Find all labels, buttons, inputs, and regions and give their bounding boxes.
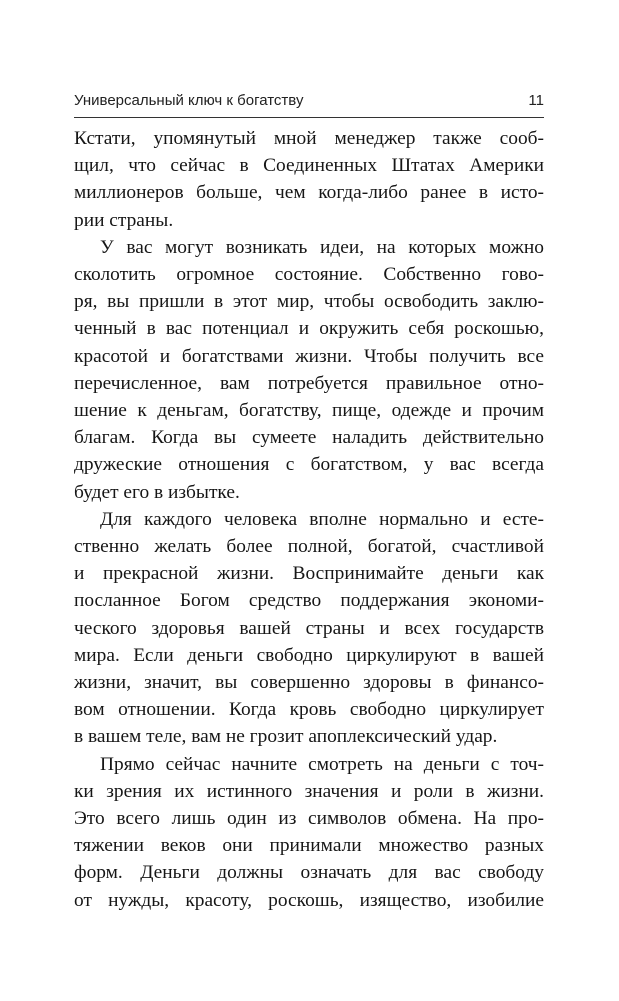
paragraph-1: [74, 125, 544, 234]
text-line: будет его в избытке.: [74, 481, 240, 503]
text-line: и прекрасной жизни. Воспринимайте деньги как: [74, 563, 544, 585]
text-line: ря, вы пришли в этот мир, чтобы освободить заклю-: [74, 291, 544, 313]
text-line: шение к деньгам, богатству, пище, одежде и прочим: [74, 400, 544, 422]
text-line: Для каждого человека вполне нормально и есте-: [100, 508, 544, 530]
text-line: Кстати, упомянутый мной менеджер также сооб-: [74, 128, 544, 149]
text-line: ки зрения их истинного значения и роли в жизни.: [74, 780, 544, 802]
book-title: Универсальный ключ к богатству: [74, 92, 304, 109]
header-rule: [74, 117, 544, 118]
text-line: форм. Деньги должны означать для вас свободу: [74, 862, 544, 884]
text-line: рии страны.: [74, 209, 174, 231]
text-line: миллионеров больше, чем когда-либо ранее в исто-: [74, 182, 544, 204]
text-line: Прямо сейчас начните смотреть на деньги с точ-: [100, 753, 544, 775]
paragraph-2: [74, 234, 544, 506]
text-line: в вашем теле, вам не грозит апоплексический удар.: [74, 726, 498, 748]
text-line: У вас могут возникать идеи, на которых можно: [100, 236, 544, 258]
text-line: красотой и богатствами жизни. Чтобы получить все: [74, 345, 544, 367]
text-line: жизни, значит, вы совершенно здоровы в финансо-: [74, 672, 544, 694]
page-number: 11: [528, 92, 544, 109]
running-header: [74, 92, 544, 114]
text-line: ченный в вас потенциал и окружить себя роскошью,: [74, 318, 544, 340]
text-line: вом отношении. Когда кровь свободно циркулирует: [74, 699, 544, 721]
text-line: благам. Когда вы сумеете наладить действительно: [74, 427, 544, 449]
text-line: сколотить огромное состояние. Собственно гово-: [74, 264, 544, 286]
text-line: ственно желать более полной, богатой, счастливой: [74, 536, 544, 558]
text-line: Это всего лишь один из символов обмена. На про-: [74, 808, 544, 830]
text-line: от нужды, красоту, роскошь, изящество, изобилие: [74, 889, 544, 911]
paragraph-4: [74, 751, 544, 914]
page-body: [74, 125, 544, 914]
text-line: ческого здоровья вашей страны и всех государств: [74, 617, 544, 639]
text-line: перечисленное, вам потребуется правильное отно-: [74, 372, 544, 394]
text-line: щил, что сейчас в Соединенных Штатах Америки: [74, 155, 544, 177]
text-line: тяжении веков они принимали множество разных: [74, 835, 544, 857]
text-line: мира. Если деньги свободно циркулируют в вашей: [74, 644, 544, 666]
text-line: посланное Богом средство поддержания экономи-: [74, 590, 544, 612]
text-line: дружеские отношения с богатством, у вас всегда: [74, 454, 544, 476]
paragraph-3: [74, 506, 544, 751]
